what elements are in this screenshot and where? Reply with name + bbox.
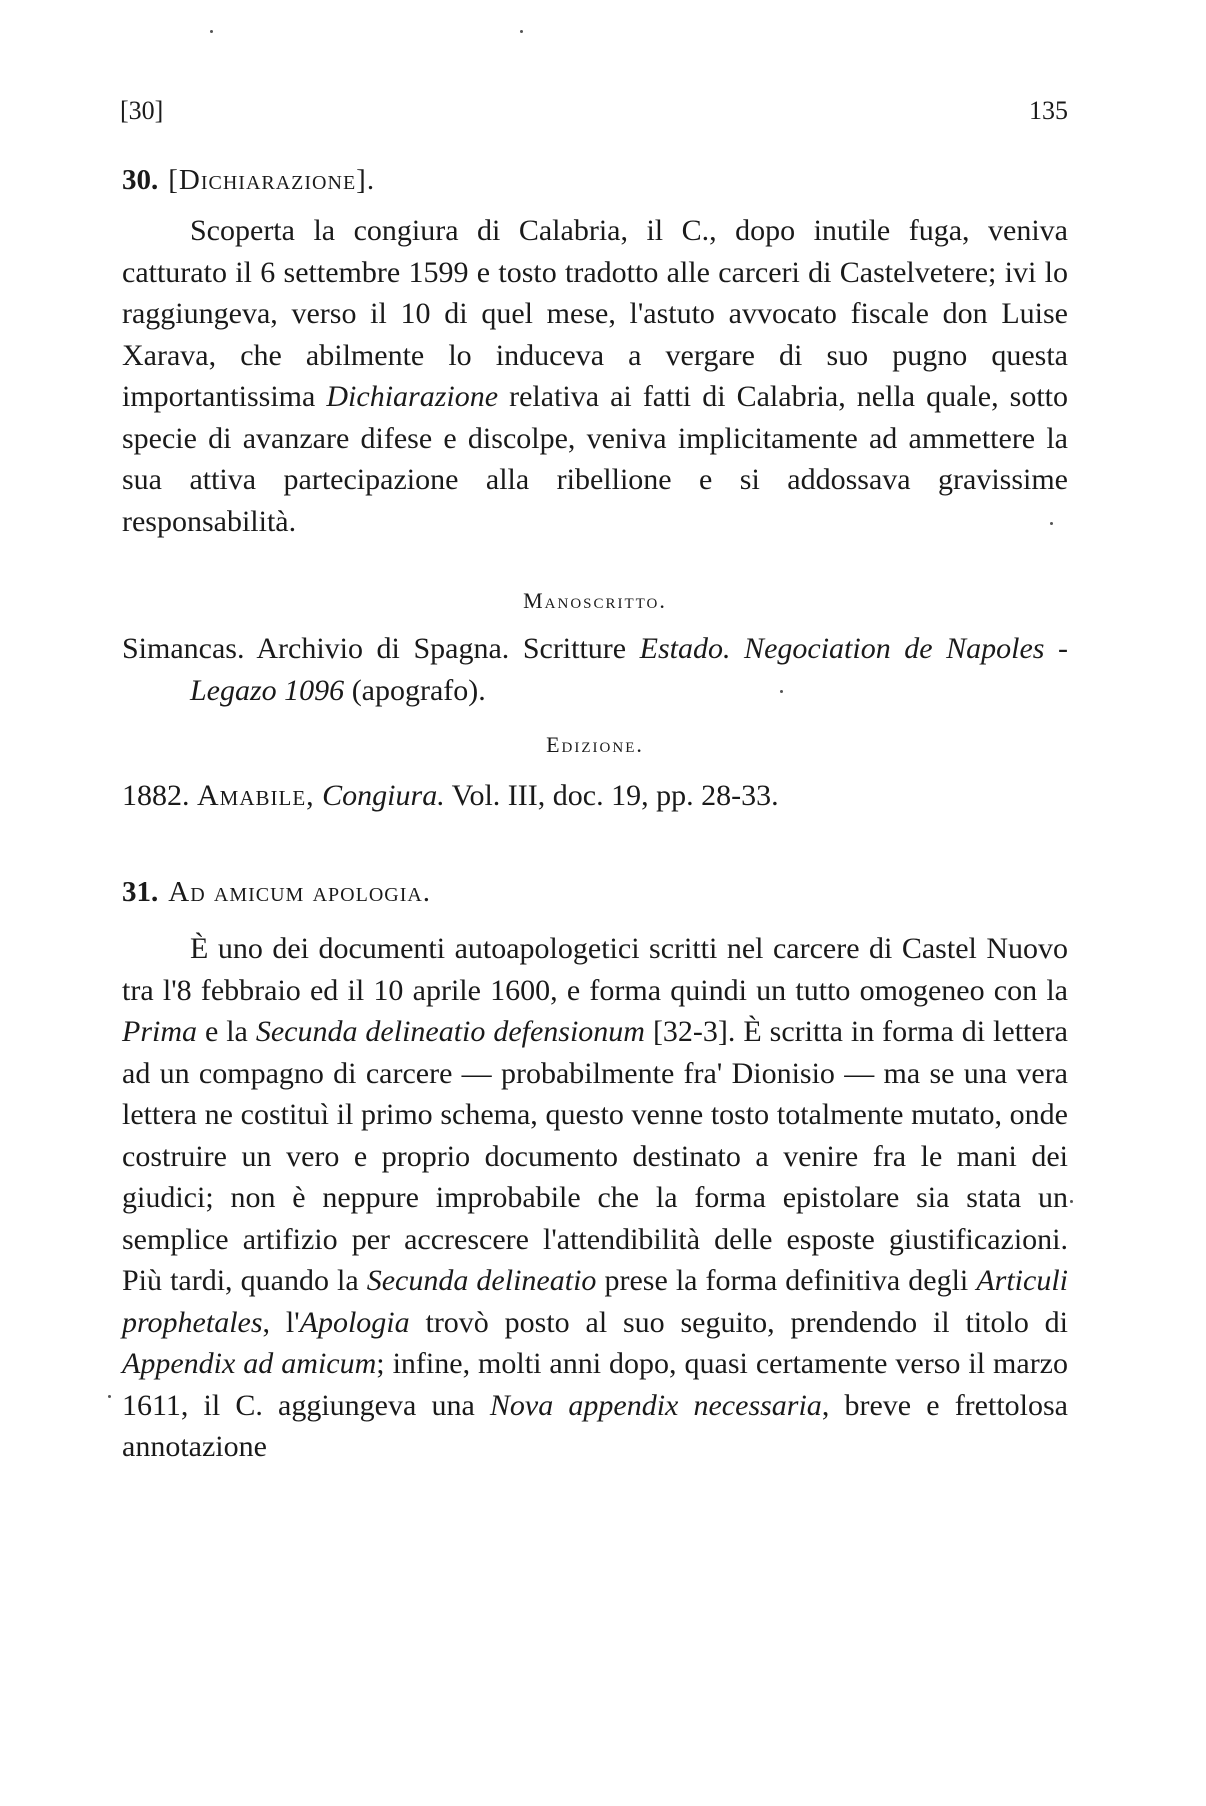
italic-title: Appendix ad amicum: [122, 1347, 377, 1380]
text-run: prese la forma definitiva degli: [596, 1264, 977, 1297]
text-run: , l': [262, 1305, 300, 1339]
edition-heading: Edizione.: [546, 732, 644, 757]
description-paragraph: [122, 210, 1068, 542]
author-name: Amabile,: [197, 779, 315, 812]
text-run: È uno dei documenti autoapologetici scritti nel carcere di Castel Nuovo tra l'8 febbraio ed il 10 aprile 1600, e forma quindi un tutto omogeneo con la: [122, 932, 1068, 1007]
entry-30-heading: [122, 160, 1068, 200]
manuscript-reference: [122, 628, 1068, 711]
text-run: 1882.: [122, 779, 197, 812]
description-paragraph: [122, 928, 1068, 1468]
scan-speck: [1050, 522, 1053, 525]
italic-title: Secunda delineatio defensionum: [255, 1015, 645, 1048]
manuscript-heading: Manoscritto.: [523, 588, 667, 613]
text-run: trovò posto al suo seguito, prendendo il titolo di: [409, 1305, 1068, 1339]
entry-30: [122, 160, 1068, 200]
entry-31-description: [122, 928, 1068, 1468]
entry-title: Ad amicum apologia.: [168, 876, 432, 908]
italic-title: Estado. Negociation de Napoles - Legazo 1096: [190, 632, 1068, 707]
scan-speck: [520, 30, 523, 33]
running-head: [120, 96, 1068, 136]
scan-speck: [108, 1395, 111, 1398]
scan-speck: [210, 30, 213, 33]
text-run: (apografo).: [344, 673, 486, 707]
manuscript-text: [122, 628, 1068, 711]
text-run: ; infine, molti anni dopo, quasi certamente verso il marzo 1611, il C. aggiungeva una: [122, 1347, 1068, 1422]
entry-31-heading: [122, 872, 1068, 912]
text-run: Simancas. Archivio di Spagna. Scritture: [122, 632, 640, 665]
entry-number: 31.: [122, 876, 159, 908]
text-run: , breve e frettolosa annotazione: [122, 1388, 1068, 1463]
text-run: relativa ai fatti di Calabria, nella quale, sotto specie di avanzare difese e discolpe, veniva implicitamente ad ammettere la sua attiva partecipazione alla ribellione e si addossava gravissime responsabilità.: [122, 380, 1068, 538]
italic-title: Secunda delineatio: [366, 1264, 597, 1297]
italic-title: Prima: [122, 1015, 197, 1048]
italic-title: Articuli prophetales: [122, 1264, 1068, 1339]
scan-speck: [1070, 1200, 1073, 1203]
page-number: 135: [1029, 96, 1068, 125]
edition-reference: [122, 775, 1068, 817]
italic-title: Nova appendix necessaria: [489, 1388, 822, 1422]
edition-section: [122, 732, 1068, 758]
edition-text: [122, 775, 1068, 817]
italic-title: Congiura.: [322, 779, 445, 812]
scan-speck: [780, 690, 783, 693]
text-run: Scoperta la congiura di Calabria, il C., dopo inutile fuga, veniva catturato il 6 settembre 1599 e tosto tradotto alle carceri di Castelvetere; ivi lo raggiungeva, verso il 10 di quel mese, l'astuto avvocato fiscale don Luise Xarava, che abilmente lo induceva a vergare di suo pugno questa importantissima: [122, 214, 1068, 413]
entry-31: [122, 872, 1068, 912]
text-run: [32-3]. È scritta in forma di lettera ad un compagno di carcere — probabilmente fra' Dionisio — ma se una vera lettera ne costituì il primo schema, questo venne tosto totalmente mutato, onde costruire un vero e proprio documento destinato a venire fra le mani dei giudici; non è neppure improbabile che la forma epistolare sia stata un semplice artifizio per accrescere l'attendibilità delle esposte giustificazioni. Più tardi, quando la: [122, 1015, 1068, 1297]
section-marker: [30]: [120, 96, 164, 125]
entry-title: [Dichiarazione].: [168, 164, 376, 196]
text-run: e la: [197, 1015, 256, 1048]
entry-number: 30.: [122, 164, 159, 196]
manuscript-section: [122, 588, 1068, 614]
entry-30-description: [122, 210, 1068, 542]
text-run: Vol. III, doc. 19, pp. 28-33.: [444, 779, 779, 812]
italic-title: Apologia: [299, 1305, 410, 1339]
italic-title: Dichiarazione: [326, 380, 499, 413]
